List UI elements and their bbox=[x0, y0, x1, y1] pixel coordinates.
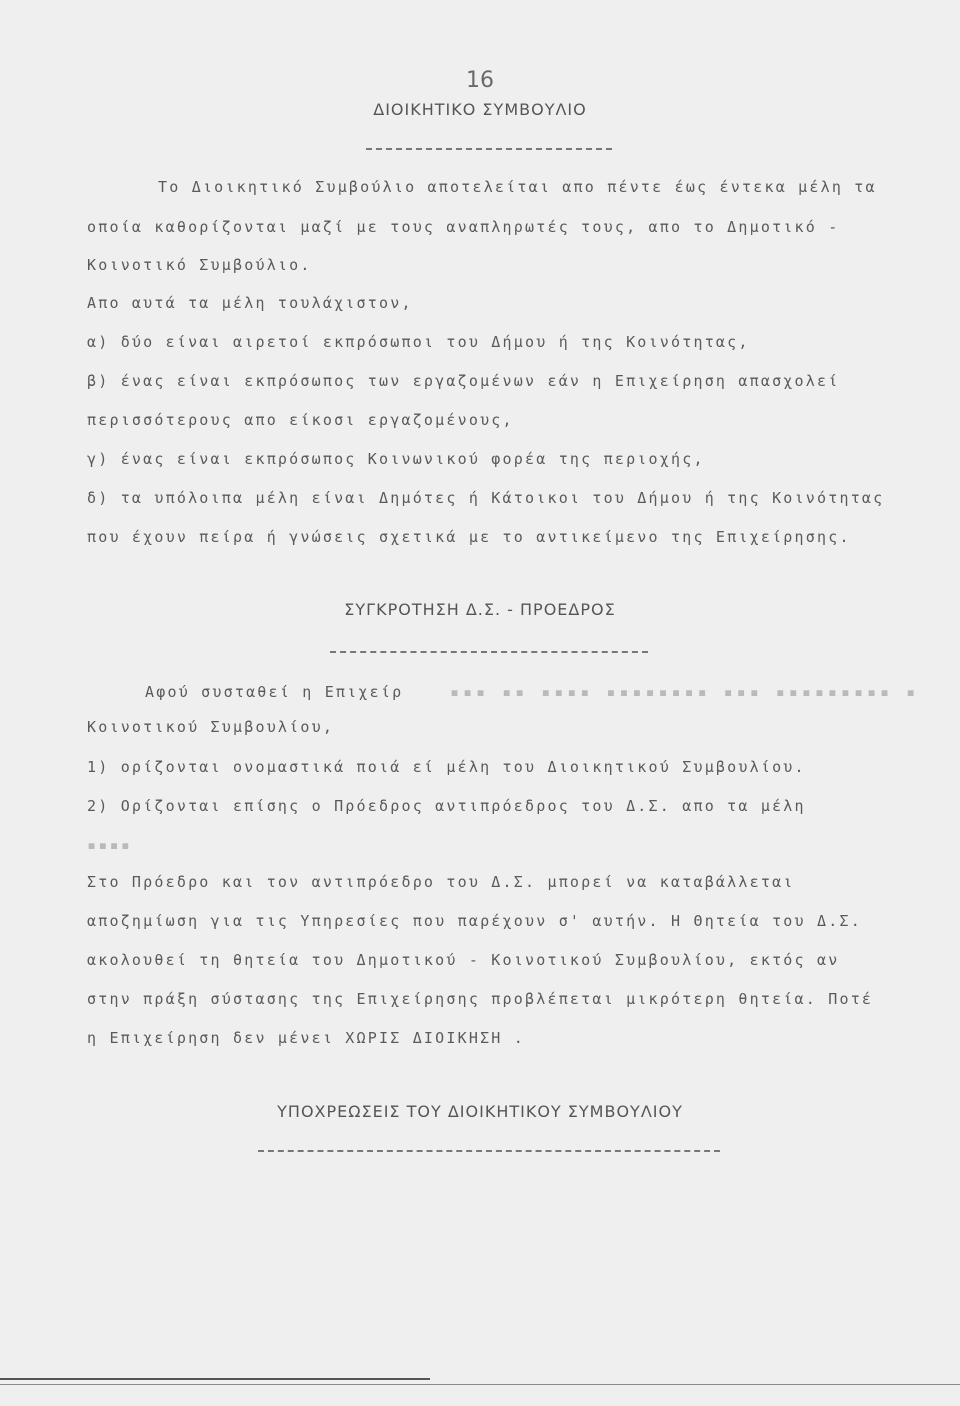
scan-edge-line bbox=[0, 1384, 960, 1385]
body-line: οποία καθορίζονται μαζί με τους αναπληρωτές τους, απο το Δημοτικό - bbox=[87, 218, 840, 236]
section-heading: ΣΥΓΚΡΟΤΗΣΗ Δ.Σ. - ΠΡΟΕΔΡΟΣ bbox=[344, 600, 616, 619]
scan-edge-line bbox=[0, 1378, 430, 1380]
body-line: Το Διοικητικό Συμβούλιο αποτελείται απο πέντε έως έντεκα μέλη τα bbox=[158, 178, 877, 196]
obscured-text: ▪▪▪ ▪▪ ▪▪▪▪ ▪▪▪▪▪▪▪▪ ▪▪▪ ▪▪▪▪▪▪▪▪▪ ▪ bbox=[450, 683, 920, 701]
body-line: α) δύο είναι αιρετοί εκπρόσωποι του Δήμου ή της Κοινότητας, bbox=[87, 333, 750, 351]
body-line: 1) ορίζονται ονομαστικά ποιά εί μέλη του Διοικητικού Συμβουλίου. bbox=[87, 758, 806, 776]
body-line: Κοινοτικό Συμβούλιο. bbox=[87, 256, 312, 274]
body-line: β) ένας είναι εκπρόσωπος των εργαζομένων εάν η Επιχείρηση απασχολεί bbox=[87, 372, 840, 390]
body-line: Στο Πρόεδρο και τον αντιπρόεδρο του Δ.Σ. μπορεί να καταβάλλεται bbox=[87, 873, 795, 891]
body-line: που έχουν πείρα ή γνώσεις σχετικά με το αντικείμενο της Επιχείρησης. bbox=[87, 528, 851, 546]
body-line: ακολουθεί τη θητεία του Δημοτικού - Κοινοτικού Συμβουλίου, εκτός αν bbox=[87, 951, 840, 969]
section-underline bbox=[330, 651, 648, 653]
obscured-text: ▪▪▪▪ bbox=[87, 836, 132, 854]
body-line: Κοινοτικού Συμβουλίου, bbox=[87, 718, 335, 736]
body-line: περισσότερους απο είκοσι εργαζομένους, bbox=[87, 411, 514, 429]
page-title: ΔΙΟΙΚΗΤΙΚΟ ΣΥΜΒΟΥΛΙΟ bbox=[373, 100, 587, 119]
body-line: Απο αυτά τα μέλη τουλάχιστον, bbox=[87, 294, 413, 312]
body-line: γ) ένας είναι εκπρόσωπος Κοινωνικού φορέα της περιοχής, bbox=[87, 450, 705, 468]
page-number: 16 bbox=[466, 68, 494, 93]
body-line: Αφού συσταθεί η Επιχείρ bbox=[145, 683, 404, 701]
body-line: η Επιχείρηση δεν μένει ΧΩΡΙΣ ΔΙΟΙΚΗΣΗ . bbox=[87, 1029, 525, 1047]
section-underline bbox=[258, 1150, 720, 1152]
body-line: 2) Ορίζονται επίσης ο Πρόεδρος αντιπρόεδρος του Δ.Σ. απο τα μέλη bbox=[87, 797, 806, 815]
body-line: δ) τα υπόλοιπα μέλη είναι Δημότες ή Κάτοικοι του Δήμου ή της Κοινότητας bbox=[87, 489, 885, 507]
body-line: αποζημίωση για τις Υπηρεσίες που παρέχουν σ' αυτήν. Η Θητεία του Δ.Σ. bbox=[87, 912, 862, 930]
section-heading: ΥΠΟΧΡΕΩΣΕΙΣ ΤΟΥ ΔΙΟΙΚΗΤΙΚΟΥ ΣΥΜΒΟΥΛΙΟΥ bbox=[277, 1102, 683, 1121]
title-underline bbox=[366, 148, 612, 150]
body-line: στην πράξη σύστασης της Επιχείρησης προβλέπεται μικρότερη θητεία. Ποτέ bbox=[87, 990, 874, 1008]
